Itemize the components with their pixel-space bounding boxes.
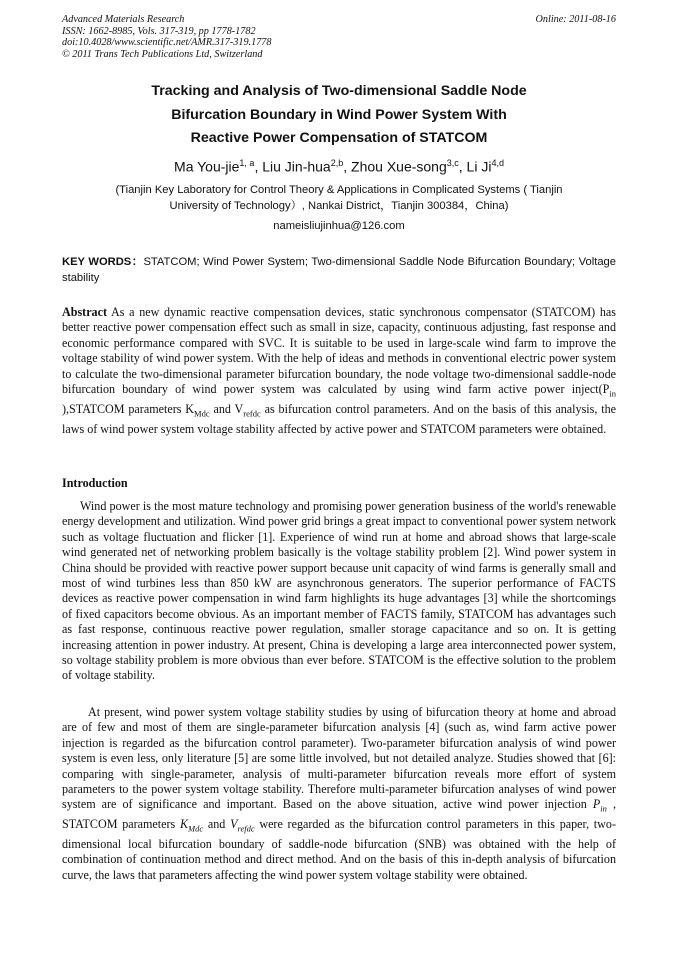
introduction-paragraph-2 — [62, 705, 616, 883]
author-3-affil: 3,c — [446, 158, 459, 168]
affiliation-line-2: University of Technology）, Nankai District，Tianjin 300384，China) — [169, 200, 509, 212]
introduction-heading: Introduction — [62, 476, 128, 490]
author-2-affil: 2,b — [330, 158, 344, 168]
abstract — [62, 305, 616, 437]
abstract-text-4: as bifurcation control parameters. And on the basis of this analysis, the laws of wind power system voltage stability affected by active power and STATCOM parameters were obtained. — [62, 401, 616, 436]
intro-p2-pin: P — [592, 797, 601, 812]
abstract-text-2: ),STATCOM parameters K — [62, 401, 195, 416]
intro-p2-k: K — [179, 817, 189, 832]
abstract-pin-sub: in — [609, 388, 616, 399]
title-line-1: Tracking and Analysis of Two-dimensional Saddle Node — [151, 83, 527, 99]
issn-line: ISSN: 1662-8985, Vols. 317-319, pp 1778-1782 — [62, 25, 256, 37]
journal-header — [62, 14, 271, 60]
author-3: Zhou Xue-song — [351, 158, 447, 175]
author-2: Liu Jin-hua — [262, 158, 331, 175]
author-1: Ma You-jie — [174, 158, 240, 175]
intro-p2-text-3: and — [203, 817, 231, 832]
intro-p2-k-sub: Mdc — [188, 823, 204, 834]
intro-p2-v: V — [230, 817, 238, 832]
copyright-line: © 2011 Trans Tech Publications Ltd, Switzerland — [62, 48, 263, 60]
title-line-3: Reactive Power Compensation of STATCOM — [190, 130, 488, 146]
intro-p2-text-2: , STATCOM parameters — [62, 797, 617, 832]
online-date: Online: 2011-08-16 — [535, 14, 616, 25]
abstract-label: Abstract — [62, 305, 108, 319]
intro-p2-v-sub: refdc — [237, 823, 255, 834]
keywords-text: STATCOM; Wind Power System; Two-dimensional Saddle Node Bifurcation Boundary; Voltage stability — [62, 256, 616, 284]
doi-line[interactable]: doi:10.4028/www.scientific.net/AMR.317-319.1778 — [62, 37, 272, 49]
keywords — [62, 254, 616, 286]
abstract-text-1: As a new dynamic reactive compensation devices, static synchronous compensator (STATCOM) has better reactive power compensation effect such as small in size, capacity, continuous adjusting, fast response and economic performance compared with SVC. It is suitable to be used in large-scale wind farm to improve the voltage stability of wind power system. With the help of ideas and methods in conventional electric power system to calculate the two-dimensional parameter bifurcation boundary, the node voltage two-dimensional saddle-node bifurcation boundary of wind power system was calculated by using wind farm active power inject(P — [62, 305, 616, 397]
journal-name: Advanced Materials Research — [62, 14, 185, 25]
introduction-paragraph-1 — [62, 499, 616, 684]
intro-p2-text-4: were regarded as the bifurcation control parameters in this paper, two-dimensional local bifurcation boundary of saddle-node bifurcation (SNB) was obtained with the help of combination of continuation method and direct method. And on the basis of this in-depth analysis of bifurcation curve, the laws that parameters affecting the wind power system voltage stability were obtained. — [62, 817, 616, 882]
author-4-affil: 4,d — [491, 158, 504, 168]
abstract-kmdc-sub: Mdc — [194, 408, 210, 419]
author-email[interactable]: nameisliujinhua@126.com — [273, 220, 405, 232]
paper-title — [62, 80, 616, 151]
intro-p2-pin-sub: in — [600, 803, 607, 814]
abstract-vrefdc-sub: refdc — [243, 408, 261, 419]
author-1-affil: 1, a — [239, 158, 255, 168]
intro-p2-text-1: At present, wind power system voltage stability studies by using of bifurcation theory at home and abroad are of few and most of them are single-parameter bifurcation analysis [4] (such as, wind farm active power injection is regarded as the bifurcation control parameter). Two-parameter bifurcation analysis of wind power system is even less, only literature [5] are some little involved, but not detailed analyze. Studies showed that [6]: comparing with single-parameter, analysis of multi-parameter bifurcation reveals more effort of system parameters to the power system voltage stability. Therefore multi-parameter bifurcation analyses of wind power system are of significance and important. Based on the above situation, active wind power injection — [62, 705, 616, 812]
abstract-text-3: and V — [209, 401, 244, 416]
affiliation — [62, 182, 616, 214]
keywords-label: KEY WORDS： — [62, 256, 144, 268]
intro-p1-text: Wind power is the most mature technology and promising power generation business of the world's renewable energy development and utilization. Wind power grid brings a great impact to conventional power system network such as voltage fluctuation and flicker [1]. Experience of wind run at home and abroad shows that large-scale wind generated net of networking problem basically is the voltage stability problem [2]. Wind power system in China should be provided with reactive power support because unit capacity of wind farms is generally small and most of wind turbines less than 850 kW are asynchronous generators. The superior performance of FACTS devices as reactive power compensation in wind farm highlights its huge advantages [3] while the shortcomings of fixed capacitors become obvious. As an important member of FACTS family, STATCOM has advantages such as fast response, continuous reactive power regulation, smaller storage capacitance and so on. It is getting increasing attention in power industry. At present, China is developing a large area interconnected power system, so voltage stability problem is more obvious than ever before. STATCOM is the effective solution to the problem of voltage stability. — [62, 499, 616, 683]
affiliation-line-1: (Tianjin Key Laboratory for Control Theory & Applications in Complicated Systems ( Tianjin — [115, 184, 563, 196]
author-list: Ma You-jie$^{1, a}$, Liu Jin-hua$^{2,b}$, Zhou Xue-song$^{3,c}$, Li Ji$^{4,d}$ — [174, 158, 504, 175]
title-line-2: Bifurcation Boundary in Wind Power System With — [171, 106, 507, 123]
author-4: Li Ji — [466, 158, 492, 175]
